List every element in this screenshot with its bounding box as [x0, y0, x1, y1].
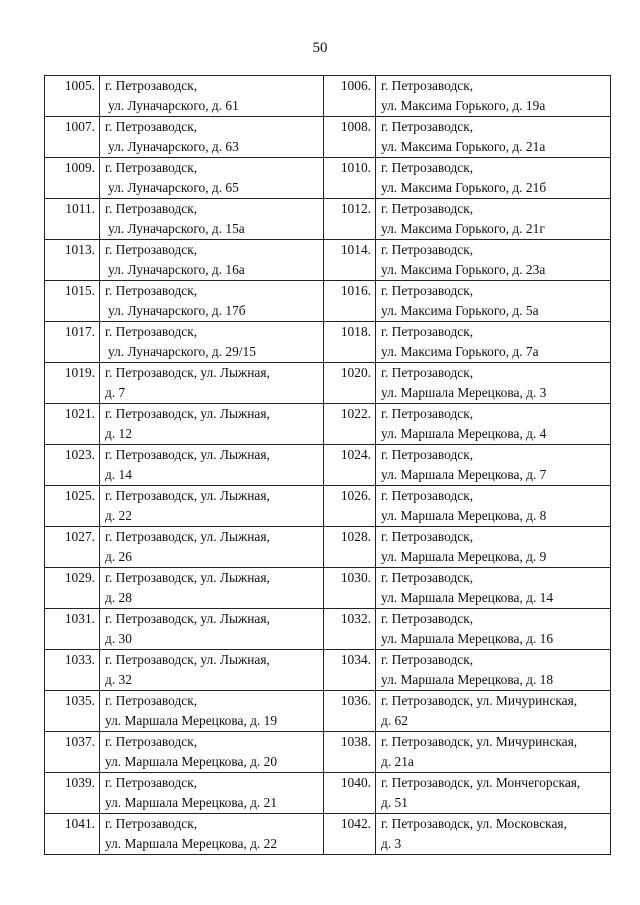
entry-number: 1027. [45, 527, 100, 568]
entry-number: 1024. [324, 445, 376, 486]
address-line-1: г. Петрозаводск, [105, 816, 198, 831]
entry-address [376, 76, 611, 117]
address-line-2: ул. Маршала Мерецкова, д. 7 [381, 467, 547, 482]
address-line-2: ул. Луначарского, д. 15а [108, 221, 245, 236]
address-line-1: г. Петрозаводск, [105, 160, 198, 175]
entry-number: 1038. [324, 732, 376, 773]
address-line-1: г. Петрозаводск, [381, 119, 474, 134]
address-line-1: г. Петрозаводск, [381, 570, 474, 585]
entry-address [100, 76, 324, 117]
address-line-2: ул. Максима Горького, д. 19а [381, 98, 546, 113]
address-line-1: г. Петрозаводск, [381, 488, 474, 503]
page-number: 50 [312, 40, 328, 56]
address-line-1: г. Петрозаводск, ул. Лыжная, [105, 529, 270, 544]
address-line-1: г. Петрозаводск, ул. Мичуринская, [381, 693, 578, 708]
address-line-2: ул. Маршала Мерецкова, д. 3 [381, 385, 547, 400]
table-row [45, 486, 611, 527]
entry-number: 1011. [45, 199, 100, 240]
entry-number: 1015. [45, 281, 100, 322]
address-line-2: д. 22 [105, 508, 132, 523]
address-line-2: ул. Максима Горького, д. 7а [381, 344, 539, 359]
address-line-1: г. Петрозаводск, [105, 775, 198, 790]
entry-address [376, 281, 611, 322]
entry-address [100, 281, 324, 322]
entry-address [100, 732, 324, 773]
table-row [45, 568, 611, 609]
entry-number: 1030. [324, 568, 376, 609]
entry-address [100, 814, 324, 855]
table-row [45, 281, 611, 322]
entry-address [100, 609, 324, 650]
address-line-1: г. Петрозаводск, [105, 734, 198, 749]
entry-address [376, 773, 611, 814]
address-line-1: г. Петрозаводск, ул. Лыжная, [105, 406, 270, 421]
address-line-2: д. 51 [381, 795, 408, 810]
address-line-2: ул. Маршала Мерецкова, д. 16 [381, 631, 554, 646]
table-row [45, 76, 611, 117]
address-line-2: ул. Маршала Мерецкова, д. 8 [381, 508, 547, 523]
address-line-1: г. Петрозаводск, [105, 283, 198, 298]
address-line-2: д. 28 [105, 590, 132, 605]
table-row [45, 691, 611, 732]
address-line-1: г. Петрозаводск, [105, 242, 198, 257]
address-line-2: ул. Луначарского, д. 63 [108, 139, 239, 154]
address-line-1: г. Петрозаводск, [381, 201, 474, 216]
address-line-1: г. Петрозаводск, [381, 283, 474, 298]
entry-number: 1040. [324, 773, 376, 814]
entry-number: 1019. [45, 363, 100, 404]
address-line-1: г. Петрозаводск, [381, 160, 474, 175]
address-line-1: г. Петрозаводск, [381, 611, 474, 626]
entry-number: 1036. [324, 691, 376, 732]
entry-address [100, 486, 324, 527]
entry-address [100, 445, 324, 486]
address-line-2: ул. Маршала Мерецкова, д. 21 [105, 795, 278, 810]
entry-number: 1017. [45, 322, 100, 363]
table-row [45, 322, 611, 363]
entry-number: 1013. [45, 240, 100, 281]
table-row [45, 609, 611, 650]
entry-address [100, 158, 324, 199]
table-row [45, 445, 611, 486]
address-line-2: ул. Луначарского, д. 61 [108, 98, 239, 113]
address-line-2: ул. Максима Горького, д. 21а [381, 139, 546, 154]
table-row [45, 158, 611, 199]
entry-number: 1028. [324, 527, 376, 568]
entry-number: 1032. [324, 609, 376, 650]
entry-address [376, 650, 611, 691]
entry-address [100, 527, 324, 568]
address-line-2: ул. Маршала Мерецкова, д. 19 [105, 713, 278, 728]
entry-number: 1006. [324, 76, 376, 117]
address-table-body [45, 76, 611, 855]
address-line-1: г. Петрозаводск, [105, 324, 198, 339]
address-line-1: г. Петрозаводск, [381, 324, 474, 339]
entry-number: 1037. [45, 732, 100, 773]
address-line-1: г. Петрозаводск, ул. Лыжная, [105, 365, 270, 380]
entry-address [100, 363, 324, 404]
address-line-1: г. Петрозаводск, [381, 406, 474, 421]
entry-number: 1029. [45, 568, 100, 609]
entry-address [376, 732, 611, 773]
address-line-1: г. Петрозаводск, [105, 119, 198, 134]
table-row [45, 732, 611, 773]
address-line-1: г. Петрозаводск, [105, 693, 198, 708]
address-line-1: г. Петрозаводск, [381, 529, 474, 544]
address-line-1: г. Петрозаводск, ул. Лыжная, [105, 652, 270, 667]
address-line-2: ул. Луначарского, д. 16а [108, 262, 245, 277]
address-line-1: г. Петрозаводск, [381, 365, 474, 380]
entry-number: 1022. [324, 404, 376, 445]
table-row [45, 363, 611, 404]
address-line-1: г. Петрозаводск, [105, 78, 198, 93]
address-line-2: ул. Маршала Мерецкова, д. 4 [381, 426, 547, 441]
entry-number: 1016. [324, 281, 376, 322]
entry-address [100, 404, 324, 445]
address-line-1: г. Петрозаводск, ул. Лыжная, [105, 570, 270, 585]
address-line-2: ул. Максима Горького, д. 21г [381, 221, 545, 236]
address-line-1: г. Петрозаводск, ул. Лыжная, [105, 611, 270, 626]
entry-address [376, 691, 611, 732]
address-line-1: г. Петрозаводск, ул. Лыжная, [105, 488, 270, 503]
table-row [45, 117, 611, 158]
entry-address [100, 199, 324, 240]
entry-address [100, 322, 324, 363]
address-line-2: д. 21а [381, 754, 414, 769]
address-line-2: д. 3 [381, 836, 402, 851]
address-line-1: г. Петрозаводск, [381, 652, 474, 667]
address-line-1: г. Петрозаводск, ул. Лыжная, [105, 447, 270, 462]
entry-address [100, 568, 324, 609]
address-line-2: ул. Маршала Мерецкова, д. 9 [381, 549, 547, 564]
entry-number: 1026. [324, 486, 376, 527]
entry-number: 1014. [324, 240, 376, 281]
address-line-2: д. 12 [105, 426, 132, 441]
entry-address [376, 568, 611, 609]
address-line-2: ул. Луначарского, д. 29/15 [108, 344, 256, 359]
entry-address [376, 158, 611, 199]
address-line-1: г. Петрозаводск, ул. Московская, [381, 816, 567, 831]
entry-address [376, 609, 611, 650]
entry-number: 1021. [45, 404, 100, 445]
entry-address [376, 404, 611, 445]
entry-number: 1018. [324, 322, 376, 363]
entry-address [376, 486, 611, 527]
address-line-1: г. Петрозаводск, [105, 201, 198, 216]
entry-number: 1007. [45, 117, 100, 158]
address-line-2: ул. Маршала Мерецкова, д. 18 [381, 672, 554, 687]
entry-number: 1005. [45, 76, 100, 117]
entry-number: 1012. [324, 199, 376, 240]
address-line-2: ул. Луначарского, д. 17б [108, 303, 246, 318]
entry-address [100, 773, 324, 814]
table-row [45, 814, 611, 855]
entry-number: 1023. [45, 445, 100, 486]
address-line-2: ул. Луначарского, д. 65 [108, 180, 239, 195]
address-line-2: д. 7 [105, 385, 126, 400]
table-row [45, 199, 611, 240]
address-line-1: г. Петрозаводск, ул. Мончегорская, [381, 775, 581, 790]
entry-number: 1034. [324, 650, 376, 691]
address-table [44, 75, 611, 855]
entry-number: 1035. [45, 691, 100, 732]
entry-number: 1009. [45, 158, 100, 199]
address-line-1: г. Петрозаводск, [381, 447, 474, 462]
address-line-2: ул. Маршала Мерецкова, д. 14 [381, 590, 554, 605]
table-row [45, 240, 611, 281]
address-line-2: д. 14 [105, 467, 132, 482]
address-line-2: ул. Маршала Мерецкова, д. 22 [105, 836, 278, 851]
entry-address [376, 814, 611, 855]
address-line-2: ул. Максима Горького, д. 21б [381, 180, 547, 195]
entry-address [100, 650, 324, 691]
address-line-2: д. 26 [105, 549, 132, 564]
address-line-2: д. 62 [381, 713, 408, 728]
address-line-2: ул. Максима Горького, д. 23а [381, 262, 546, 277]
address-line-2: д. 32 [105, 672, 132, 687]
entry-address [376, 199, 611, 240]
address-line-2: ул. Маршала Мерецкова, д. 20 [105, 754, 278, 769]
address-line-2: ул. Максима Горького, д. 5а [381, 303, 539, 318]
entry-number: 1033. [45, 650, 100, 691]
entry-number: 1041. [45, 814, 100, 855]
table-row [45, 404, 611, 445]
entry-address [100, 691, 324, 732]
table-row [45, 650, 611, 691]
entry-address [376, 527, 611, 568]
address-line-1: г. Петрозаводск, [381, 78, 474, 93]
entry-address [376, 117, 611, 158]
entry-number: 1008. [324, 117, 376, 158]
entry-number: 1010. [324, 158, 376, 199]
entry-address [376, 363, 611, 404]
entry-number: 1039. [45, 773, 100, 814]
table-row [45, 527, 611, 568]
entry-number: 1042. [324, 814, 376, 855]
entry-number: 1025. [45, 486, 100, 527]
address-line-1: г. Петрозаводск, ул. Мичуринская, [381, 734, 578, 749]
entry-address [376, 240, 611, 281]
address-line-2: д. 30 [105, 631, 132, 646]
table-row [45, 773, 611, 814]
entry-number: 1020. [324, 363, 376, 404]
entry-address [100, 240, 324, 281]
address-line-1: г. Петрозаводск, [381, 242, 474, 257]
entry-address [376, 445, 611, 486]
entry-address [376, 322, 611, 363]
entry-address [100, 117, 324, 158]
entry-number: 1031. [45, 609, 100, 650]
